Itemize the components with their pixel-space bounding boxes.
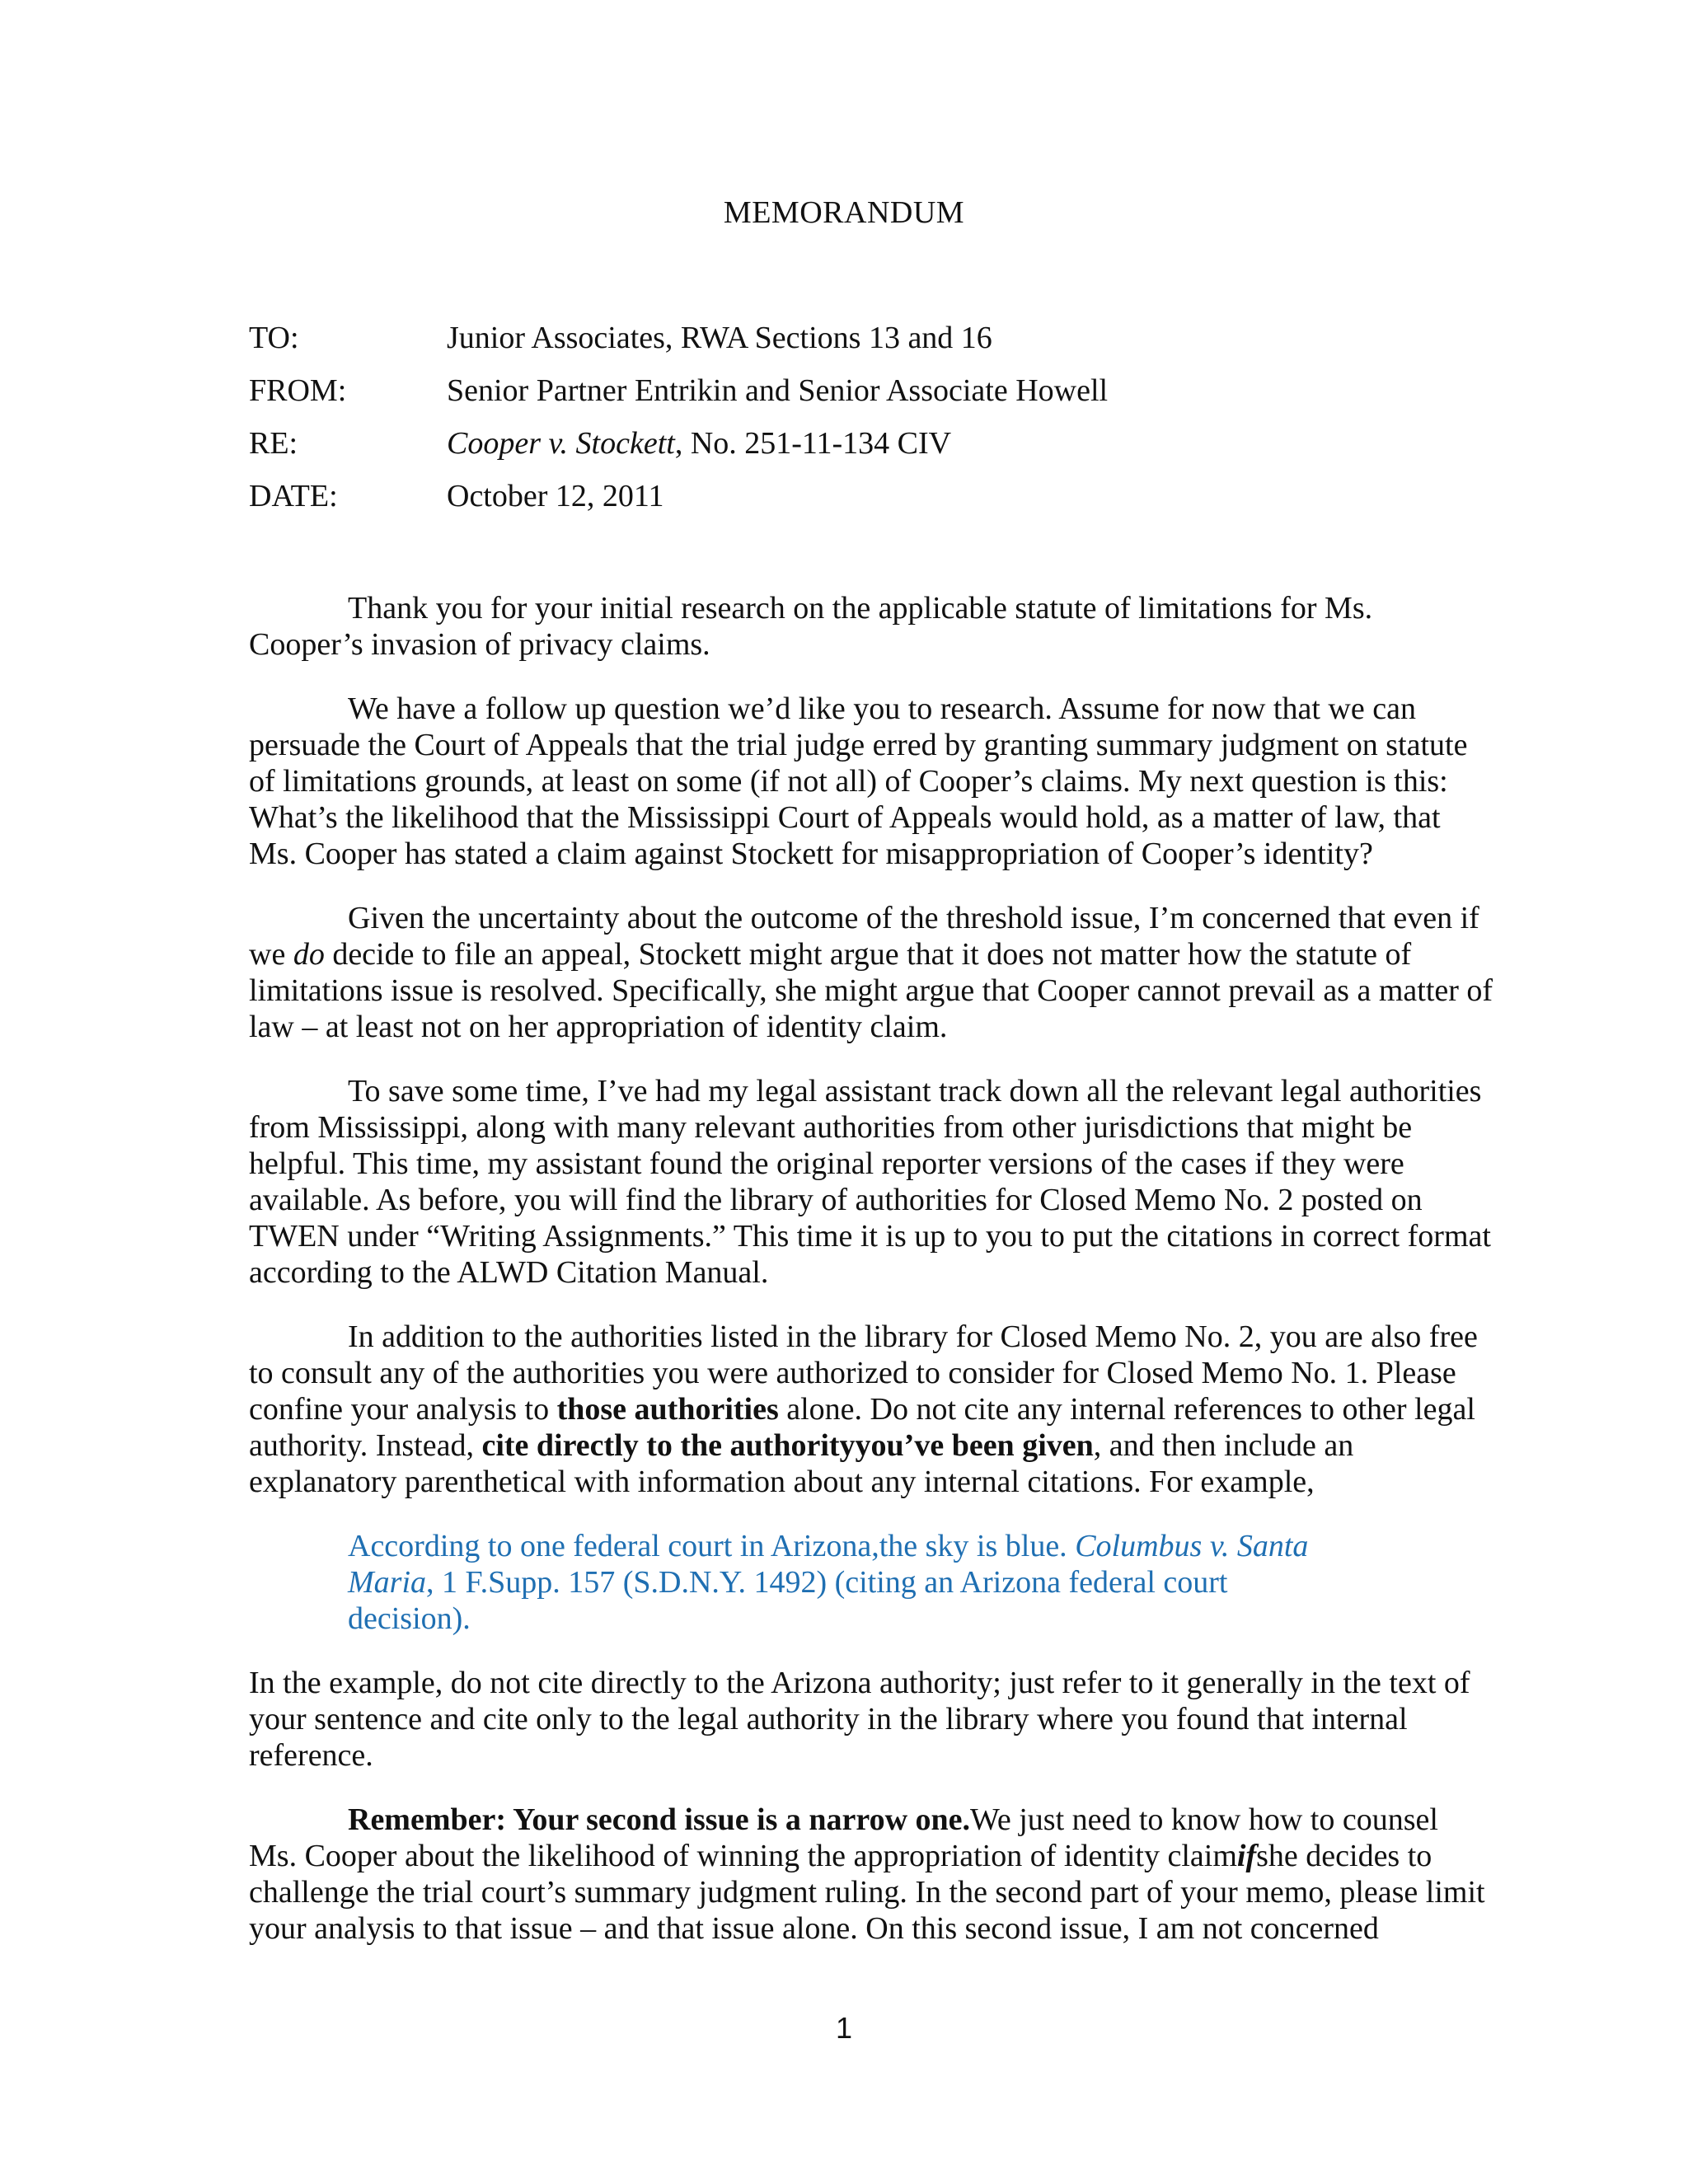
paragraph-7-text-a: We just need to know how to counsel Ms. Cooper about the likelihood of winning the appropriation of identity claim — [249, 1802, 1438, 1873]
to-label: TO: — [249, 321, 299, 355]
paragraph-3 — [249, 900, 1493, 1045]
paragraph-5-text-a: In addition to the authorities listed in the library for Closed Memo No. 2, you are also free to consult any of the authorities you were authorized to consider for Closed Memo No. 1. Please confine your analysis to — [249, 1319, 1478, 1427]
paragraph-7 — [249, 1802, 1493, 1947]
example-text-b: , 1 F.Supp. 157 (S.D.N.Y. 1492) (citing an Arizona federal court decision). — [348, 1565, 1228, 1636]
paragraph-5-text-c: , and then include an explanatory parenthetical with information about any internal citations. For example, — [249, 1428, 1354, 1499]
header-re-row — [249, 425, 1485, 478]
paragraph-4: To save some time, I’ve had my legal assistant track down all the relevant legal authorities from Mississippi, along with many relevant authorities from other jurisdictions that might be helpful. This time, my assistant found the original reporter versions of the cases if they were available. As before, you will find the library of authorities for Closed Memo No. 2 posted on TWEN under “Writing Assignments.” This time it is up to you to put the citations in correct format according to the ALWD Citation Manual. — [249, 1074, 1491, 1290]
re-value — [447, 425, 1485, 462]
paragraph-7-text-b: she decides to challenge the trial court’s summary judgment ruling. In the second part of your memo, please limit your analysis to that issue – and that issue alone. On this second issue, I am not concerned — [249, 1839, 1485, 1946]
date-label: DATE: — [249, 479, 338, 513]
paragraph-5-bold-1: those authorities — [556, 1392, 779, 1427]
from-label: FROM: — [249, 373, 347, 408]
paragraph-7-bold: Remember: Your second issue is a narrow one. — [348, 1802, 971, 1837]
paragraph-5 — [249, 1319, 1493, 1500]
paragraph-3-text-b: decide to file an appeal, Stockett might argue that it does not matter how the statute of limitations issue is resolved. Specifically, she might argue that Cooper cannot prevail as a matter of law – at least not on her appropriation of identity claim. — [249, 937, 1493, 1044]
paragraph-3-emphasis: do — [293, 937, 325, 972]
re-case-name: Cooper v. Stockett — [447, 426, 675, 461]
to-value: Junior Associates, RWA Sections 13 and 16 — [447, 321, 992, 355]
memo-title: MEMORANDUM — [723, 195, 965, 230]
header-to-row — [249, 320, 1485, 373]
memo-header — [249, 320, 1485, 531]
paragraph-1: Thank you for your initial research on the applicable statute of limitations for Ms. Cooper’s invasion of privacy claims. — [249, 591, 1373, 662]
re-case-number: , No. 251-11-134 CIV — [674, 426, 952, 461]
page-number: 1 — [835, 2011, 853, 2045]
paragraph-5-text-b: alone. Do not cite any internal references to other legal authority. Instead, — [249, 1392, 1475, 1463]
re-label: RE: — [249, 426, 298, 461]
citation-example — [348, 1528, 1329, 1637]
paragraph-3-text-a: Given the uncertainty about the outcome of the threshold issue, I’m concerned that even if we — [249, 901, 1479, 972]
header-from-row — [249, 373, 1485, 425]
paragraph-2: We have a follow up question we’d like you to research. Assume for now that we can persuade the Court of Appeals that the trial judge erred by granting summary judgment on statute of limitations grounds, at least on some (if not all) of Cooper’s claims. My next question is this: What’s the likelihood that the Mississippi Court of Appeals would hold, as a matter of law, that Ms. Cooper has stated a claim against Stockett for misappropriation of Cooper’s identity? — [249, 691, 1468, 871]
memo-body — [249, 590, 1493, 1975]
example-text-a: According to one federal court in Arizona,the sky is blue. — [348, 1529, 1076, 1563]
from-value: Senior Partner Entrikin and Senior Associate Howell — [447, 373, 1109, 408]
header-date-row — [249, 478, 1485, 531]
example-case-name: Columbus v. Santa Maria — [348, 1529, 1309, 1600]
paragraph-5-bold-2: cite directly to the authorityyou’ve been given — [481, 1428, 1094, 1463]
paragraph-6: In the example, do not cite directly to the Arizona authority; just refer to it generally in the text of your sentence and cite only to the legal authority in the library where you found that internal reference. — [249, 1666, 1470, 1773]
paragraph-7-emphasis: if — [1236, 1839, 1257, 1873]
date-value: October 12, 2011 — [447, 479, 664, 513]
